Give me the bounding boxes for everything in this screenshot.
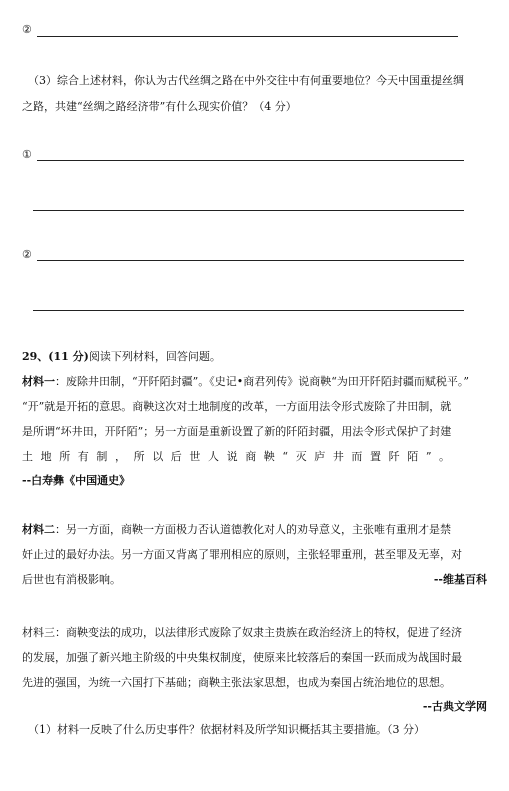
q3-prompt-line2: 之路，共建“丝绸之路经济带”有什么现实价值？（4 分）: [22, 100, 297, 113]
m1-line4: 土地所有制，所以后世人说商鞅“灭庐井而置阡陌”。: [22, 450, 458, 463]
m1-line2: “开”就是开拓的意思。商鞅这次对土地制度的改革，一方面用法令形式废除了井田制，就: [22, 400, 452, 413]
m2-label: 材料二: [22, 523, 55, 536]
m3-line1: 材料三：商鞅变法的成功，以法律形式废除了奴隶主贵族在政治经济上的特权，促进了经济: [22, 626, 462, 639]
q29-number: 29、(11 分): [22, 350, 89, 363]
m2-line3: 后世也有消极影响。: [22, 573, 121, 586]
answer-marker-2-top: ②: [22, 23, 32, 36]
m2-source: --维基百科: [433, 573, 487, 586]
m3-line3: 先进的强国，为统一六国打下基础；商鞅主张法家思想，也成为秦国占统治地位的思想。: [22, 676, 451, 689]
m2-line2: 奸止过的最好办法。另一方面又背离了罪刑相应的原则，主张轻罪重刑，甚至罪及无辜，对: [22, 548, 462, 561]
q29-sub1: （1）材料一反映了什么历史事件？依据材料及所学知识概括其主要措施。（3 分）: [28, 723, 425, 736]
q29-instruction: 阅读下列材料，回答问题。: [88, 350, 221, 363]
m1-label: 材料一: [22, 375, 55, 388]
answer-line[interactable]: [37, 36, 458, 37]
q29-header: [22, 348, 221, 364]
m3-source: --古典文学网: [422, 700, 487, 713]
m2-line1: 材料二：另一方面，商鞅一方面极力否认道德教化对人的劝导意义，主张唯有重刑才是禁: [22, 523, 451, 536]
answer-line[interactable]: [37, 160, 464, 161]
m1-line3: 是所谓“坏井田，开阡陌”；另一方面是重新设置了新的阡陌封疆，用法令形式保护了封建: [22, 425, 452, 438]
m3-line2: 的发展，加强了新兴地主阶级的中央集权制度，使原来比较落后的秦国一跃而成为战国时最: [22, 651, 462, 664]
answer-line[interactable]: [37, 260, 464, 261]
answer-line[interactable]: [33, 310, 464, 311]
m1-source: --白寿彝《中国通史》: [22, 474, 131, 487]
answer-line[interactable]: [33, 210, 464, 211]
q3-prompt-line1: （3）综合上述材料，你认为古代丝绸之路在中外交往中有何重要地位？今天中国重提丝绸: [28, 74, 464, 87]
m1-line1: 材料一：废除井田制，“开阡陌封疆”。《史记•商君列传》说商鞅“为田开阡陌封疆而赋税平。”: [22, 375, 469, 388]
answer-marker-1: ①: [22, 148, 32, 161]
answer-marker-2: ②: [22, 248, 32, 261]
